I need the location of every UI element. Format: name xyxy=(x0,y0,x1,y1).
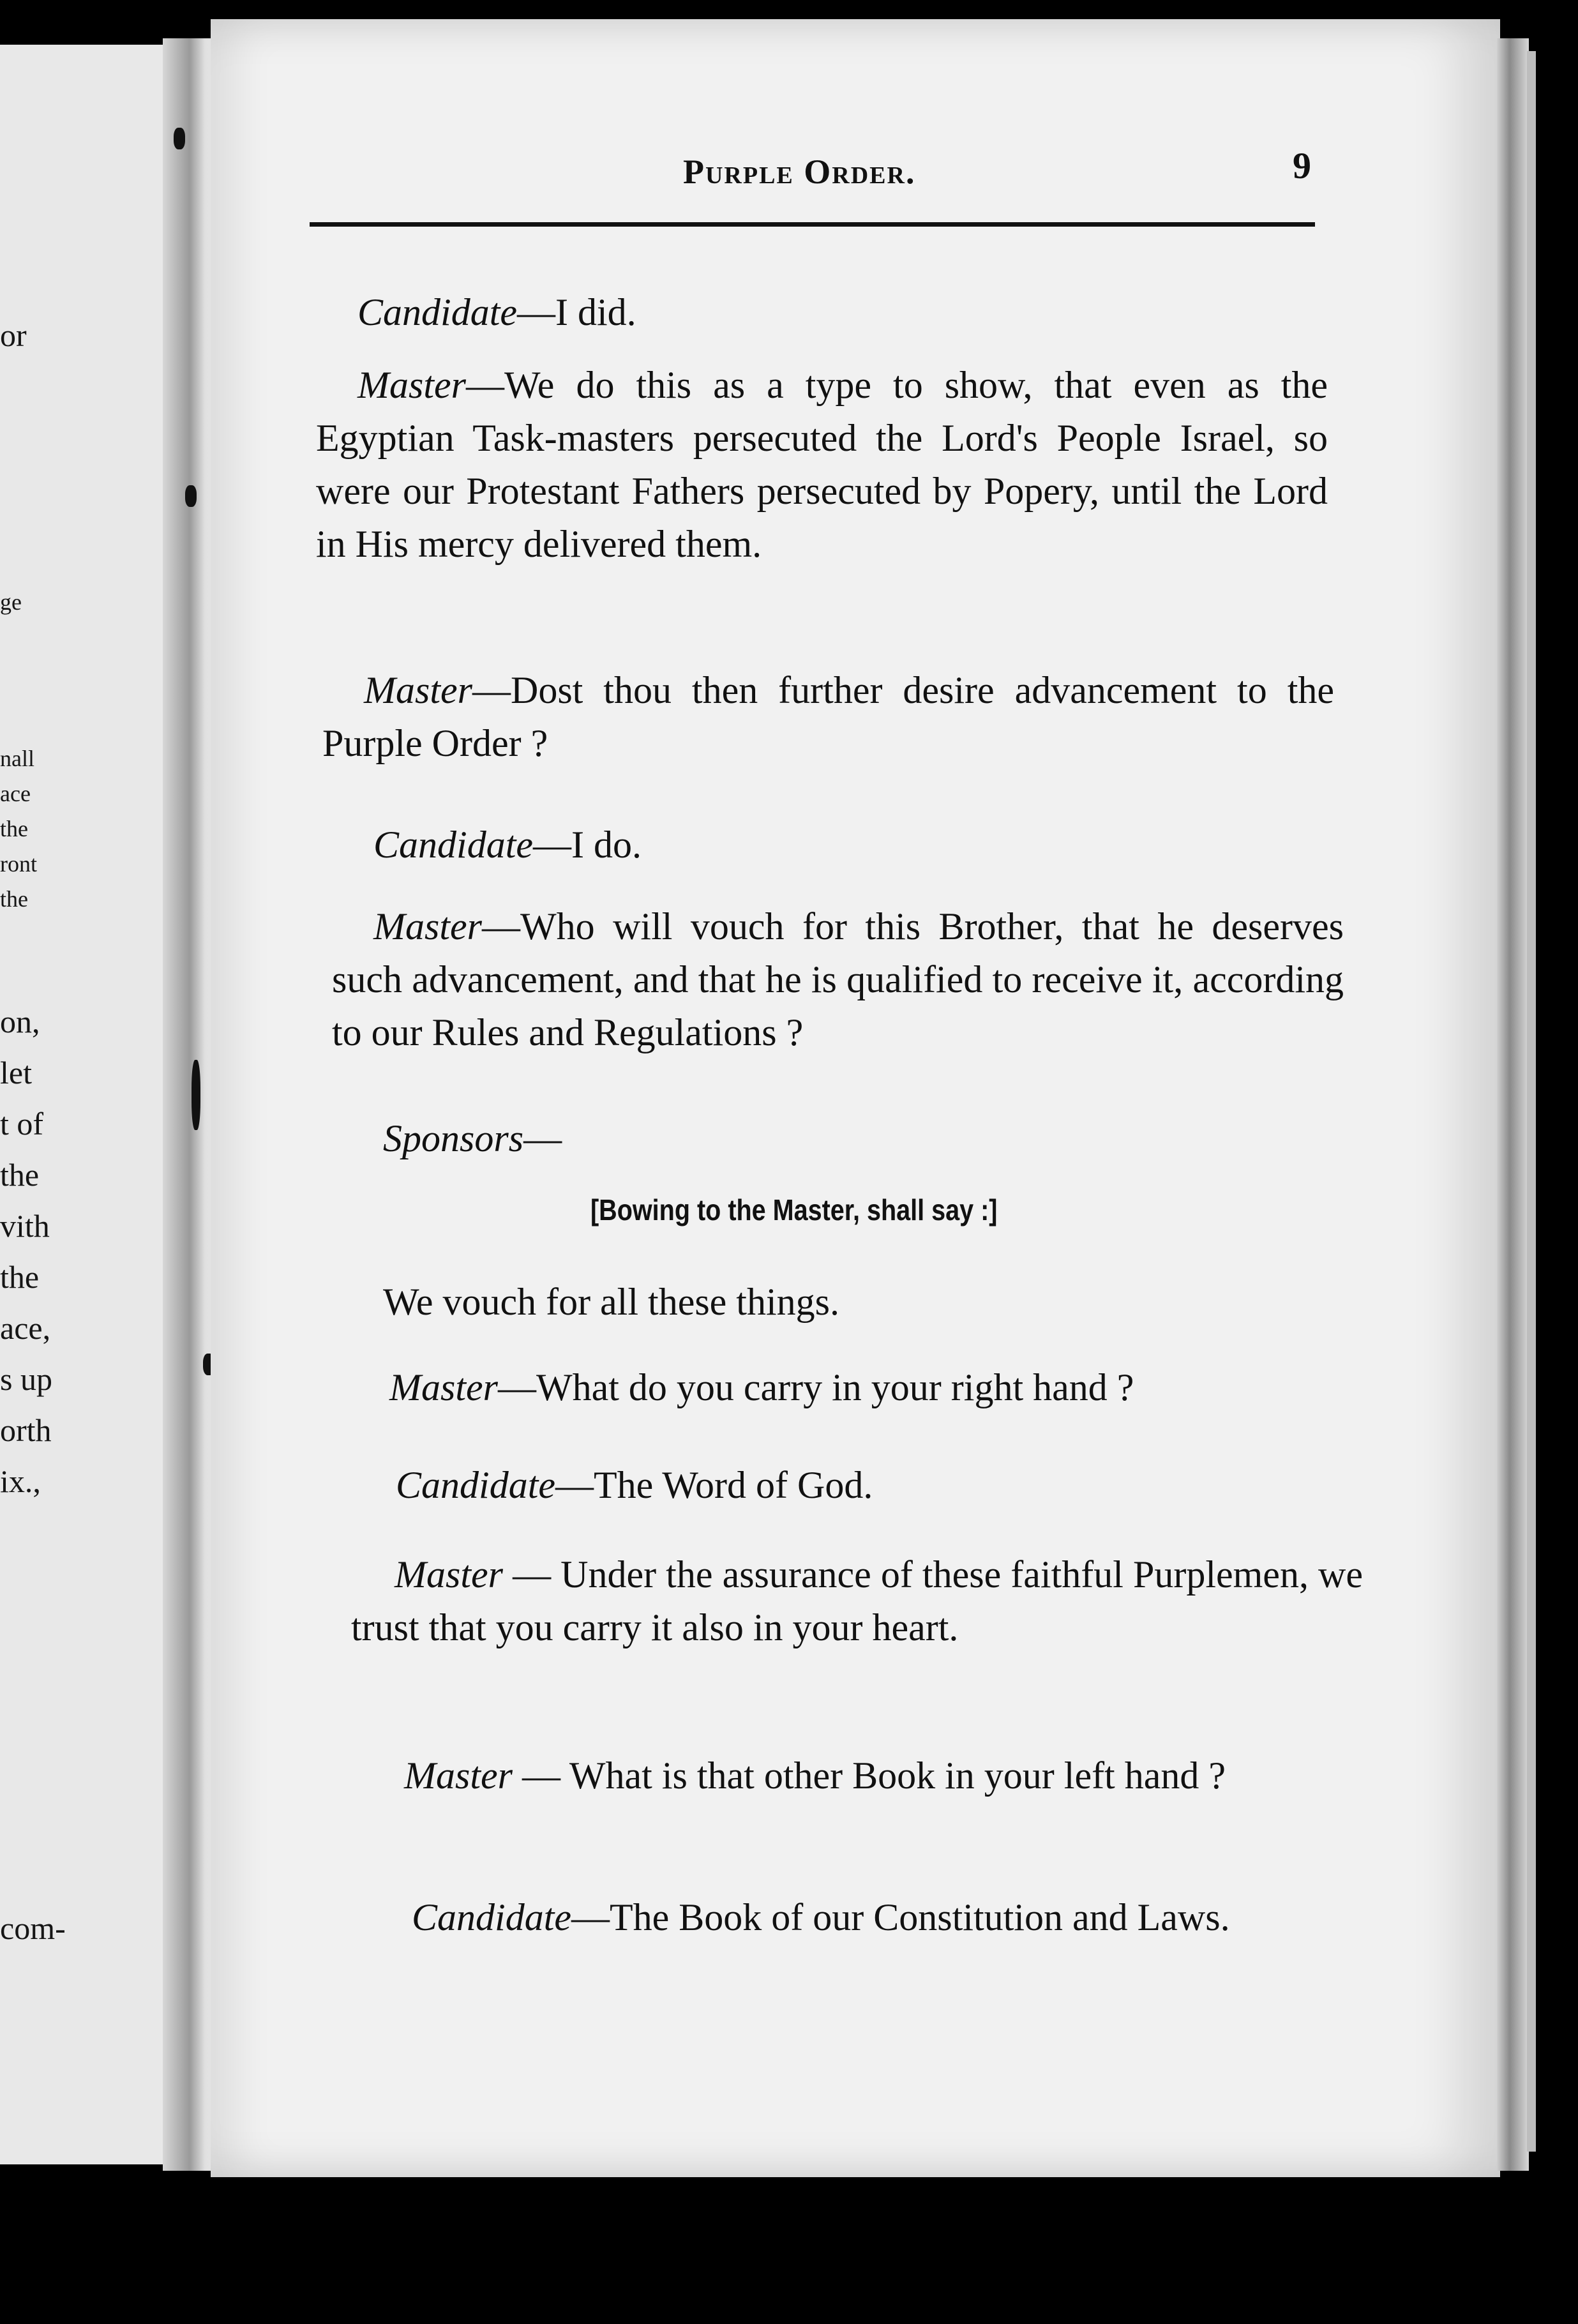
left-fragment: vith xyxy=(0,1208,50,1244)
binding-stitch xyxy=(192,1060,200,1130)
dialogue-paragraph xyxy=(361,1749,1372,1802)
speech-text: —What do you carry in your right hand ? xyxy=(497,1366,1134,1408)
page-edge xyxy=(1497,38,1529,2171)
dialogue-paragraph xyxy=(383,1112,1277,1165)
speaker-name: Candidate xyxy=(357,291,517,333)
binding-stitch xyxy=(185,485,197,507)
left-fragment: the xyxy=(0,816,28,841)
page-number: 9 xyxy=(1293,145,1311,186)
left-fragment: the xyxy=(0,1259,40,1295)
speech-text: — xyxy=(523,1117,562,1159)
left-fragment: nall xyxy=(0,746,34,771)
speech-text: — What is that other Book in your left hand ? xyxy=(512,1754,1226,1797)
left-fragment: the xyxy=(0,886,28,912)
speaker-name: Candidate xyxy=(396,1464,555,1506)
speaker-name: Sponsors xyxy=(383,1117,524,1159)
dialogue-paragraph xyxy=(373,819,1331,871)
left-fragment: com- xyxy=(0,1910,66,1946)
left-fragment: ront xyxy=(0,851,37,877)
page-edge xyxy=(1527,51,1536,2152)
left-fragment: ix., xyxy=(0,1463,41,1499)
speaker-name: Candidate xyxy=(373,824,533,866)
left-fragment: orth xyxy=(0,1412,52,1448)
dialogue-paragraph xyxy=(383,1276,1341,1329)
left-fragment: ge xyxy=(0,589,22,615)
running-head: Purple Order. xyxy=(683,153,916,191)
binding-stitch xyxy=(174,128,185,149)
dialogue-paragraph xyxy=(332,900,1344,1059)
speaker-name: Master xyxy=(395,1553,503,1596)
left-fragment: ace xyxy=(0,781,31,806)
stage-direction: [Bowing to the Master, shall say :] xyxy=(590,1193,998,1226)
speech-text: —We do this as a type to show, that even as the Egyptian Task-masters persecuted the Lord's People Israel, so were our Protestant Fathers persecuted by Popery, until the Lord in His mercy delivered them. xyxy=(316,364,1328,565)
left-fragment: let xyxy=(0,1055,32,1090)
speaker-name: Master xyxy=(364,669,472,711)
speech-text: — Under the assurance of these faithful Purplemen, we trust that you carry it also in your heart. xyxy=(351,1553,1363,1649)
header-rule xyxy=(310,222,1315,227)
left-fragment: t of xyxy=(0,1106,44,1142)
speaker-name: Master xyxy=(389,1366,498,1408)
left-fragment: s up xyxy=(0,1361,52,1397)
book-page xyxy=(211,19,1500,2177)
speech-text: —I do. xyxy=(533,824,642,866)
left-fragment: on, xyxy=(0,1004,40,1039)
left-fragment: the xyxy=(0,1157,40,1193)
speaker-name: Master xyxy=(404,1754,513,1797)
speaker-name: Candidate xyxy=(412,1896,571,1938)
speech-text: —The Book of our Constitution and Laws. xyxy=(571,1896,1230,1938)
speech-text: —I did. xyxy=(517,291,636,333)
dialogue-paragraph xyxy=(389,1361,1347,1414)
dialogue-paragraph xyxy=(412,1891,1433,1944)
dialogue-paragraph xyxy=(357,286,1315,339)
left-fragment: ace, xyxy=(0,1310,51,1346)
speech-text: We vouch for all these things. xyxy=(383,1281,839,1323)
dialogue-paragraph xyxy=(351,1548,1363,1654)
left-fragment: or xyxy=(0,317,27,353)
speech-text: —Who will vouch for this Brother, that he deserves such advancement, and that he is qualified to receive it, according to our Rules and Regulations ? xyxy=(332,905,1344,1053)
dialogue-paragraph xyxy=(396,1459,1353,1512)
speaker-name: Master xyxy=(357,364,466,406)
speaker-name: Master xyxy=(373,905,482,947)
speech-text: —The Word of God. xyxy=(555,1464,873,1506)
dialogue-paragraph xyxy=(316,359,1328,571)
speech-text: —Dost thou then further desire advancement to the Purple Order ? xyxy=(322,669,1334,764)
dialogue-paragraph xyxy=(322,664,1334,770)
